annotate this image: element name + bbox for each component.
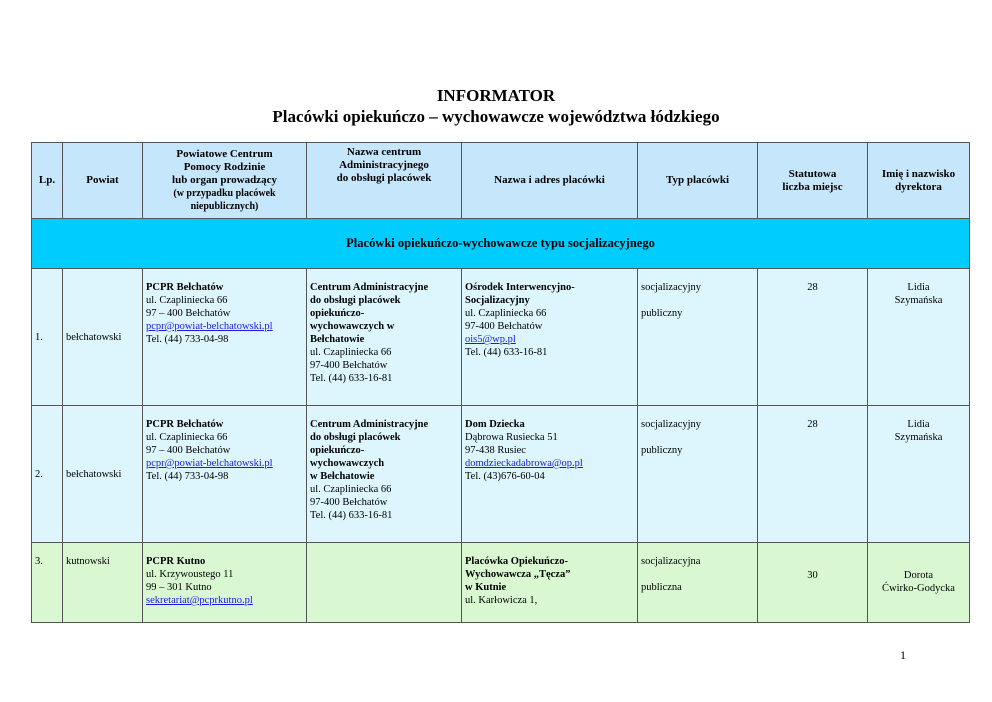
table-row [32, 406, 970, 543]
title-line-1: INFORMATOR [436, 86, 556, 105]
header-typ: Typ placówki [638, 143, 758, 219]
centrum-name-line: opiekuńczo- [310, 308, 365, 319]
dyrektor-first-name: Lidia [907, 282, 930, 293]
cell-typ [638, 269, 758, 406]
header-pcpr [143, 143, 307, 219]
header-centrum-line: do obsługi placówek [336, 172, 432, 184]
typ-kind: socjalizacyjny [641, 282, 702, 293]
placowka-street: ul. Czapliniecka 66 [465, 308, 547, 319]
centrum-city: 97-400 Bełchatów [310, 360, 388, 371]
centrum-name-line: wychowawczych [310, 458, 385, 469]
cell-pcpr [143, 543, 307, 623]
centrum-name-line: w Bełchatowie [310, 471, 375, 482]
centrum-phone: Tel. (44) 633-16-81 [310, 373, 393, 384]
cell-placowka [462, 269, 638, 406]
header-miejsca-line: Statutowa [788, 167, 837, 180]
header-centrum-line: Nazwa centrum [346, 146, 422, 158]
cell-powiat: bełchatowski [63, 269, 143, 406]
header-centrum-line: Administracyjnego [339, 159, 429, 171]
pcpr-name: PCPR Bełchatów [146, 282, 224, 293]
cell-miejsca: 28 [758, 269, 868, 406]
header-pcpr-line: lub organ prowadzący [172, 174, 277, 186]
pcpr-street: ul. Czapliniecka 66 [146, 295, 228, 306]
centrum-street: ul. Czapliniecka 66 [310, 347, 392, 358]
centrum-name-line: opiekuńczo- [310, 445, 365, 456]
pcpr-email-link[interactable]: pcpr@powiat-belchatowski.pl [146, 458, 273, 469]
placowka-name-line: Dom Dziecka [465, 419, 525, 430]
centrum-phone: Tel. (44) 633-16-81 [310, 510, 393, 521]
centrum-name-line: Bełchatowie [310, 334, 365, 345]
cell-typ [638, 543, 758, 623]
pcpr-email-link[interactable]: sekretariat@pcprkutno.pl [146, 595, 253, 606]
cell-dyrektor [868, 269, 970, 406]
centrum-name-line: do obsługi placówek [310, 432, 401, 443]
header-powiat: Powiat [63, 143, 143, 219]
pcpr-email-link[interactable]: pcpr@powiat-belchatowski.pl [146, 321, 273, 332]
header-lp: Lp. [32, 143, 63, 219]
dyrektor-last-name: Ćwirko-Godycka [882, 583, 955, 594]
header-pcpr-line: Powiatowe Centrum [176, 148, 273, 160]
pcpr-street: ul. Krzywoustego 11 [146, 569, 234, 580]
placowka-city: 97-438 Rusiec [465, 445, 526, 456]
pcpr-name: PCPR Kutno [146, 556, 206, 567]
cell-powiat: bełchatowski [63, 406, 143, 543]
section-row [32, 219, 970, 269]
placowka-street: Dąbrowa Rusiecka 51 [465, 432, 558, 443]
cell-pcpr [143, 406, 307, 543]
table-header-row [32, 143, 970, 219]
pcpr-phone: Tel. (44) 733-04-98 [146, 334, 229, 345]
header-dyrektor [868, 143, 970, 219]
cell-dyrektor [868, 543, 970, 623]
centrum-street: ul. Czapliniecka 66 [310, 484, 392, 495]
cell-centrum [307, 269, 462, 406]
cell-powiat: kutnowski [63, 543, 143, 623]
placowka-email-link[interactable]: ois5@wp.pl [465, 334, 516, 345]
placowka-name-line: w Kutnie [465, 582, 507, 593]
centrum-name-line: Centrum Administracyjne [310, 282, 429, 293]
cell-typ [638, 406, 758, 543]
placowka-email-link[interactable]: domdzieckadabrowa@op.pl [465, 458, 583, 469]
placowka-name-line: Ośrodek Interwencyjno- [465, 282, 575, 293]
pcpr-street: ul. Czapliniecka 66 [146, 432, 228, 443]
placowka-phone: Tel. (43)676-60-04 [465, 471, 545, 482]
cell-placowka [462, 543, 638, 623]
header-pcpr-line: niepublicznych) [190, 201, 259, 212]
typ-ownership: publiczny [641, 445, 683, 456]
header-miejsca-line: liczba miejsc [782, 180, 843, 193]
table-row [32, 269, 970, 406]
header-pcpr-line: (w przypadku placówek [173, 188, 276, 199]
title-line-2: Placówki opiekuńczo – wychowawcze województwa łódzkiego [272, 107, 720, 126]
dyrektor-last-name: Szymańska [894, 432, 943, 443]
placowka-name-line: Socjalizacyjny [465, 295, 530, 306]
centrum-name-line: do obsługi placówek [310, 295, 401, 306]
table-row [32, 543, 970, 623]
dyrektor-first-name: Dorota [903, 570, 934, 581]
page-number: 1 [900, 648, 906, 662]
placowka-name-line: Wychowawcza „Tęcza” [465, 569, 571, 580]
pcpr-city: 97 – 400 Bełchatów [146, 445, 231, 456]
cell-pcpr [143, 269, 307, 406]
document-title [0, 85, 992, 127]
pcpr-name: PCPR Bełchatów [146, 419, 224, 430]
cell-lp: 3. [32, 543, 63, 623]
header-centrum [307, 143, 462, 219]
dyrektor-first-name: Lidia [907, 419, 930, 430]
typ-kind: socjalizacyjna [641, 556, 701, 567]
header-miejsca [758, 143, 868, 219]
header-pcpr-line: Pomocy Rodzinie [183, 161, 266, 173]
cell-placowka [462, 406, 638, 543]
cell-lp: 2. [32, 406, 63, 543]
institutions-table [31, 142, 970, 623]
header-dyrektor-line: Imię i nazwisko [881, 167, 956, 180]
placowka-city: 97-400 Bełchatów [465, 321, 543, 332]
cell-lp: 1. [32, 269, 63, 406]
cell-miejsca: 28 [758, 406, 868, 543]
cell-centrum [307, 406, 462, 543]
typ-ownership: publiczny [641, 308, 683, 319]
pcpr-city: 97 – 400 Bełchatów [146, 308, 231, 319]
cell-dyrektor [868, 406, 970, 543]
typ-ownership: publiczna [641, 582, 682, 593]
section-title: Placówki opiekuńczo-wychowawcze typu socjalizacyjnego [32, 219, 970, 269]
placowka-phone: Tel. (44) 633-16-81 [465, 347, 548, 358]
pcpr-city: 99 – 301 Kutno [146, 582, 212, 593]
placowka-name-line: Placówka Opiekuńczo- [465, 556, 568, 567]
centrum-city: 97-400 Bełchatów [310, 497, 388, 508]
header-dyrektor-line: dyrektora [895, 180, 942, 193]
placowka-street: ul. Karłowicza 1, [465, 595, 538, 606]
cell-centrum [307, 543, 462, 623]
typ-kind: socjalizacyjny [641, 419, 702, 430]
cell-miejsca: 30 [758, 543, 868, 623]
header-placowka: Nazwa i adres placówki [462, 143, 638, 219]
centrum-name-line: wychowawczych w [310, 321, 395, 332]
dyrektor-last-name: Szymańska [894, 295, 943, 306]
centrum-name-line: Centrum Administracyjne [310, 419, 429, 430]
pcpr-phone: Tel. (44) 733-04-98 [146, 471, 229, 482]
